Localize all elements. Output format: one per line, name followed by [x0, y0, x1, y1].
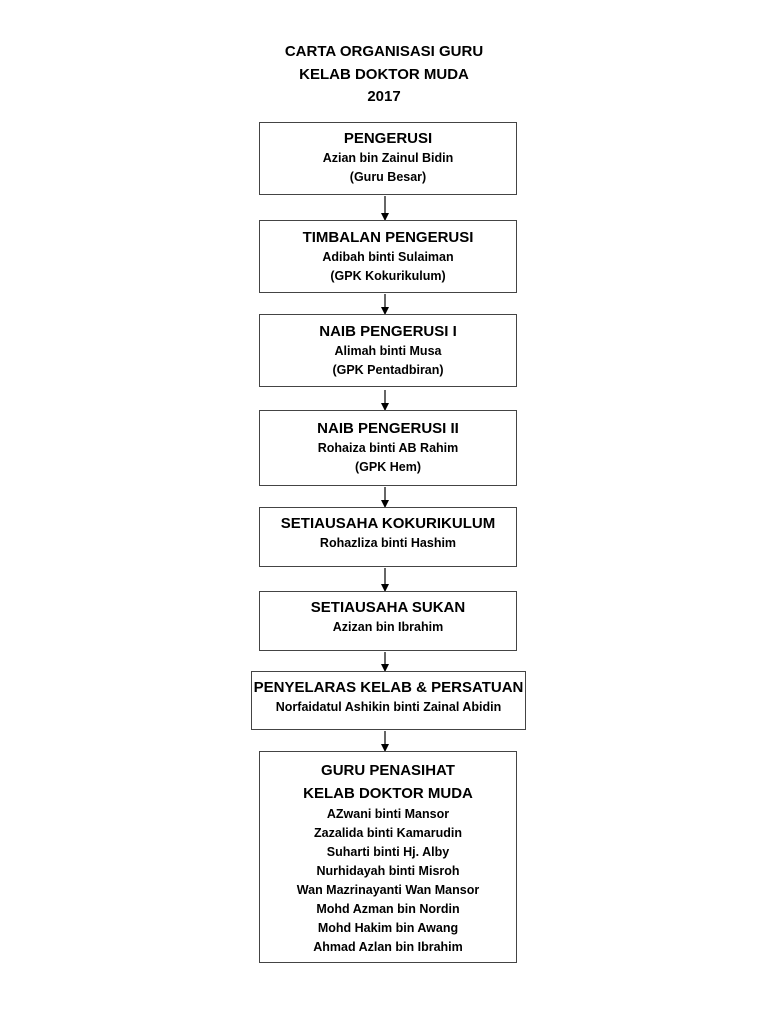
member-position: (GPK Pentadbiran) [332, 363, 444, 377]
member-name: Nurhidayah binti Misroh [316, 864, 460, 878]
member-name: Rohazliza binti Hashim [319, 536, 457, 550]
role-title: SETIAUSAHA SUKAN [310, 599, 466, 616]
box-naib-pengerusi-1 [259, 314, 517, 387]
member-name: Azizan bin Ibrahim [332, 620, 444, 634]
role-title: PENGERUSI [343, 130, 433, 147]
member-position: (GPK Kokurikulum) [330, 269, 446, 283]
member-name: Mohd Azman bin Nordin [316, 902, 460, 916]
box-pengerusi [259, 122, 517, 195]
role-title: NAIB PENGERUSI II [317, 420, 459, 437]
member-name: Zazalida binti Kamarudin [314, 826, 462, 840]
member-name: Rohaiza binti AB Rahim [317, 441, 459, 455]
chart-title-line-2: KELAB DOKTOR MUDA [299, 65, 469, 83]
member-name: AZwani binti Mansor [326, 807, 450, 821]
member-position: (Guru Besar) [349, 170, 427, 184]
member-name: Alimah binti Musa [334, 344, 442, 358]
member-name: Azian bin Zainul Bidin [322, 151, 454, 165]
role-title: NAIB PENGERUSI I [319, 323, 457, 340]
box-setiausaha-sukan [259, 591, 517, 651]
member-name: Ahmad Azlan bin Ibrahim [313, 940, 463, 954]
box-penyelaras-kelab-persatuan [251, 671, 526, 730]
member-name: Adibah binti Sulaiman [322, 250, 454, 264]
box-timbalan-pengerusi [259, 220, 517, 293]
role-title: TIMBALAN PENGERUSI [302, 229, 474, 246]
member-name: Suharti binti Hj. Alby [326, 845, 450, 859]
box-naib-pengerusi-2 [259, 410, 517, 486]
box-guru-penasihat [259, 751, 517, 963]
chart-title-line-3: 2017 [367, 88, 401, 105]
member-position: (GPK Hem) [355, 460, 421, 474]
role-title: SETIAUSAHA KOKURIKULUM [280, 515, 496, 532]
role-title: PENYELARAS KELAB & PERSATUAN [253, 679, 524, 696]
member-name: Mohd Hakim bin Awang [317, 921, 459, 935]
chart-title [0, 41, 768, 109]
role-subtitle: KELAB DOKTOR MUDA [303, 785, 473, 802]
chart-title-line-1: CARTA ORGANISASI GURU [284, 43, 484, 60]
member-name: Norfaidatul Ashikin binti Zainal Abidin [275, 700, 502, 714]
role-title: GURU PENASIHAT [321, 762, 455, 779]
member-name: Wan Mazrinayanti Wan Mansor [296, 883, 480, 897]
box-setiausaha-kokurikulum [259, 507, 517, 567]
